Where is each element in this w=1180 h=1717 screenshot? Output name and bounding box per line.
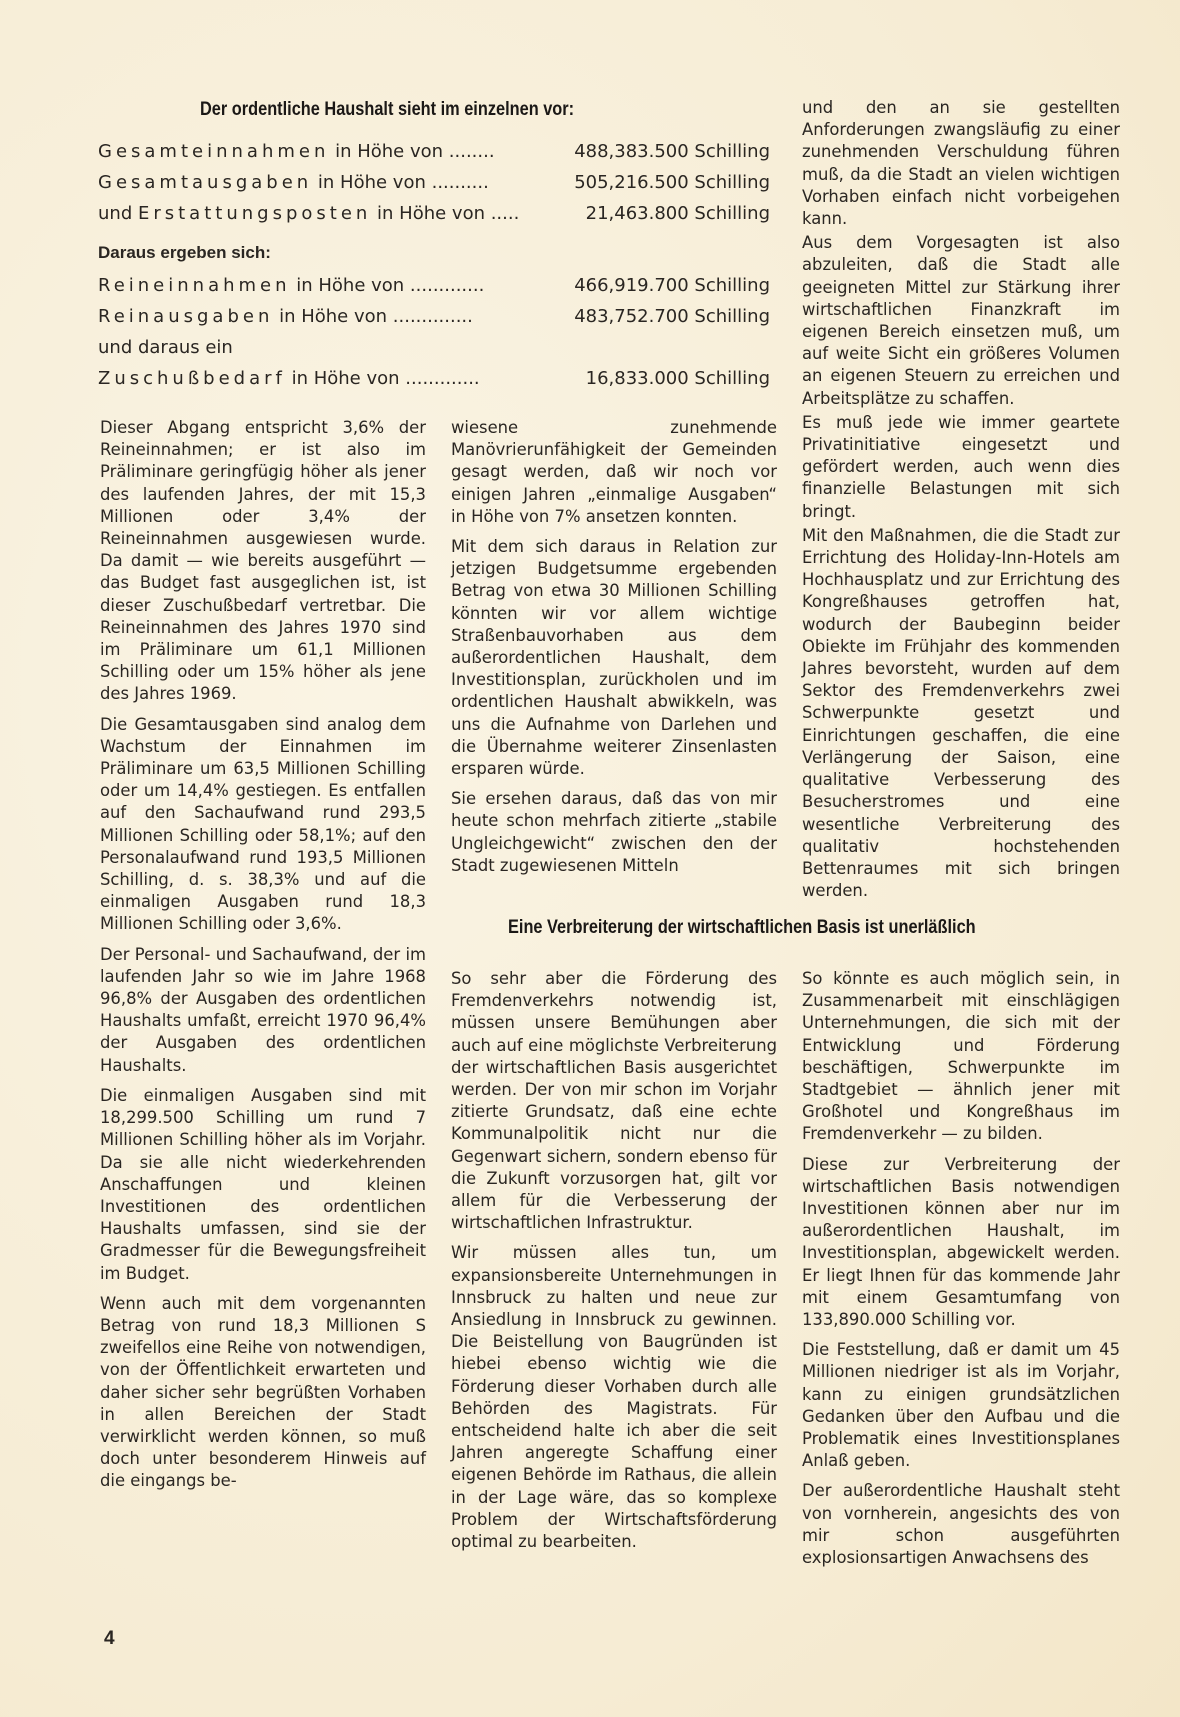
text-column-right-bottom	[802, 968, 1120, 1577]
text-column-right-top	[802, 97, 1120, 904]
budget-row-gesamtausgaben: Gesamtausgaben in Höhe von .......... 505,216.500 Schilling	[98, 170, 770, 196]
text-column-middle-top	[451, 417, 777, 885]
spaced-term: Gesamtausgaben	[98, 172, 313, 193]
amount-value: 21,463.800 Schilling	[585, 203, 770, 224]
paragraph: Es muß jede wie immer geartete Privatinitiative eingesetzt und gefördert werden, auch wenn dies finanzielle Belastungen mit sich bringt.	[802, 412, 1120, 521]
budget-row-gesamteinnahmen: Gesamteinnahmen in Höhe von ........ 488,383.500 Schilling	[98, 139, 770, 165]
budget-row-und-daraus-ein: und daraus ein	[98, 337, 233, 358]
paragraph: Wir müssen alles tun, um expansionsbereite Unternehmungen in Innsbruck zu halten und neue zur Ansiedlung in Innsbruck zu gewinnen. Die Beistellung von Baugründen ist hiebei ebenso wichtig wie die Förderung dieser Vorhaben durch alle Behörden des Magistrats. Für entscheidend halte ich aber die seit Jahren angeregte Schaffung einer eigenen Behörde im Rathaus, die allein in der Lage wäre, das so komplexe Problem der Wirtschaftsförderung optimal zu bearbeiten.	[451, 1243, 777, 1552]
paragraph: So könnte es auch möglich sein, in Zusammenarbeit mit einschlägigen Unternehmungen, die sich mit der Entwicklung und Förderung beschäftigen, Schwerpunkte im Stadtgebiet — ähnlich jener mit Großhotel und Kongreßhaus im Fremdenverkehr — zu bilden.	[802, 969, 1120, 1144]
budget-row-reineinnahmen: Reineinnahmen in Höhe von ............. 466,919.700 Schilling	[98, 273, 770, 299]
text-column-middle-bottom	[451, 968, 777, 1561]
paragraph: und den an sie gestellten Anforderungen zwangsläufig zu einer zunehmenden Verschuldung führen muß, da die Stadt an vielen wichtigen Vorhaben einfach nicht vorbeigehen kann.	[802, 98, 1120, 229]
amount-value: 505,216.500 Schilling	[574, 172, 770, 193]
paragraph: Aus dem Vorgesagten ist also abzuleiten, daß die Stadt alle geeigneten Mittel zur Stärkung ihrer wirtschaftlichen Finanzkraft im eigenen Bereich einsetzen muß, um auf weite Sicht ein größeres Volumen an eigenen Steuern zu erreichen und Arbeitsplätze zu schaffen.	[802, 233, 1120, 408]
paragraph: wiesene zunehmende Manövrierunfähigkeit der Gemeinden gesagt werden, daß wir noch vor einigen Jahren „einmalige Ausgaben“ in Höhe von 7% ansetzen konnten.	[451, 418, 777, 526]
paragraph: Mit dem sich daraus in Relation zur jetzigen Budgetsumme ergebenden Betrag von etwa 30 Millionen Schilling könnten wir vor allem wichtige Straßenbauvorhaben aus dem außerordentlichen Haushalt, dem Investitionsplan, zurückholen und im ordentlichen Haushalt abwikkeln, was uns die Aufnahme von Darlehen und die Übernahme weiterer Zinsenlasten ersparen würde.	[451, 537, 777, 779]
amount-value: 16,833.000 Schilling	[585, 368, 770, 389]
page-number: 4	[104, 1628, 115, 1649]
text-column-left	[100, 417, 426, 1501]
section-heading-verbreiterung: Eine Verbreiterung der wirtschaftlichen Basis ist unerläßlich	[508, 917, 976, 938]
paragraph: Die Gesamtausgaben sind analog dem Wachstum der Einnahmen im Präliminare um 63,5 Millionen Schilling oder um 14,4% gestiegen. Es entfallen auf den Sachaufwand rund 293,5 Millionen Schilling oder 58,1%; auf den Personalaufwand rund 193,5 Millionen Schilling, d. s. 38,3% und auf die einmaligen Ausgaben rund 18,3 Millionen Schilling oder 3,6%.	[100, 714, 426, 934]
paragraph: Der außerordentliche Haushalt steht von vornherein, angesichts des von mir schon ausgeführten explosionsartigen Anwachsens des	[802, 1481, 1120, 1568]
paragraph: Mit den Maßnahmen, die die Stadt zur Errichtung des Holiday-Inn-Hotels am Hochhausplatz und zur Errichtung des Kongreßhauses getroffen hat, wodurch der Baubeginn beider Obiekte im Frühjahr des kommenden Jahres bevorsteht, wurden auf dem Sektor des Fremdenverkehrs zwei Schwerpunkte gesetzt und Einrichtungen geschaffen, die eine Verlängerung der Saison, eine qualitative Verbesserung des Besucherstromes und eine wesentliche Verbreiterung des qualitativ hochstehenden Bettenraumes mit sich bringen werden.	[802, 525, 1120, 901]
paragraph: Der Personal- und Sachaufwand, der im laufenden Jahr so wie im Jahre 1968 96,8% der Ausgaben des ordentlichen Haushalts umfaßt, erreicht 1970 96,4% der Ausgaben des ordentlichen Haushalts.	[100, 944, 426, 1075]
spaced-term: Reinausgaben	[98, 306, 274, 327]
subheading-daraus-ergeben-sich: Daraus ergeben sich:	[98, 243, 271, 262]
paragraph: So sehr aber die Förderung des Fremdenverkehrs notwendig ist, müssen unsere Bemühungen aber auch auf eine möglichste Verbreiterung der wirtschaftlichen Basis ausgerichtet werden. Der von mir schon im Vorjahr zitierte Grundsatz, daß eine echte Kommunalpolitik nicht nur die Gegenwart sichern, sondern ebenso für die Zukunft vorzusorgen hat, gilt vor allem für die Verbesserung der wirtschaftlichen Infrastruktur.	[451, 969, 777, 1233]
budget-row-erstattungsposten: und Erstattungsposten in Höhe von ..... 21,463.800 Schilling	[98, 201, 770, 227]
spaced-term: Reineinnahmen	[98, 275, 291, 296]
paragraph: Diese zur Verbreiterung der wirtschaftlichen Basis notwendigen Investitionen können aber nur im außerordentlichen Haushalt, im Investitionsplan, abgewickelt werden. Er liegt Ihnen für das kommende Jahr mit einem Gesamtumfang von 133,890.000 Schilling vor.	[802, 1154, 1120, 1330]
paragraph: Wenn auch mit dem vorgenannten Betrag von rund 18,3 Millionen S zweifellos eine Reihe von notwendigen, von der Öffentlichkeit erwarteten und daher sicher sehr begrüßten Vorhaben in allen Bereichen der Stadt verwirklicht werden können, so muß doch unter besonderem Hinweis auf die eingangs be-	[100, 1293, 426, 1491]
amount-value: 483,752.700 Schilling	[574, 306, 770, 327]
budget-row-zuschussbedarf: Zuschußbedarf in Höhe von ............. 16,833.000 Schilling	[98, 366, 770, 392]
section-heading-ordentlicher-haushalt: Der ordentliche Haushalt sieht im einzelnen vor:	[200, 99, 575, 120]
paragraph: Die Feststellung, daß er damit um 45 Millionen niedriger ist als im Vorjahr, kann zu einigen grundsätzlichen Gedanken über den Aufbau und die Problematik eines Investitionsplanes Anlaß geben.	[802, 1340, 1120, 1471]
paragraph: Die einmaligen Ausgaben sind mit 18,299.500 Schilling um rund 7 Millionen Schilling höher als im Vorjahr. Da sie alle nicht wiederkehrenden Anschaffungen und kleinen Investitionen des ordentlichen Haushalts umfassen, sind sie der Gradmesser für die Bewegungsfreiheit im Budget.	[100, 1085, 426, 1283]
amount-value: 466,919.700 Schilling	[574, 275, 770, 296]
amount-value: 488,383.500 Schilling	[574, 141, 770, 162]
paragraph: Sie ersehen daraus, daß das von mir heute schon mehrfach zitierte „stabile Ungleichgewicht“ zwischen den der Stadt zugewiesenen Mitteln	[451, 789, 777, 875]
paragraph: Dieser Abgang entspricht 3,6% der Reineinnahmen; er ist also im Präliminare geringfügig höher als jener des laufenden Jahres, der mit 15,3 Millionen oder 3,4% der Reineinnahmen ausgewiesen wurde. Da damit — wie bereits ausgeführt — das Budget fast ausgeglichen ist, ist dieser Zuschußbedarf vertretbar. Die Reineinnahmen des Jahres 1970 sind im Präliminare um 61,1 Millionen Schilling oder um 15% höher als jene des Jahres 1969.	[100, 418, 426, 704]
spaced-term: Gesamteinnahmen	[98, 141, 330, 162]
spaced-term: Zuschußbedarf	[98, 368, 286, 389]
budget-row-reinausgaben: Reinausgaben in Höhe von .............. 483,752.700 Schilling	[98, 304, 770, 330]
spaced-term: Erstattungsposten	[137, 203, 372, 224]
